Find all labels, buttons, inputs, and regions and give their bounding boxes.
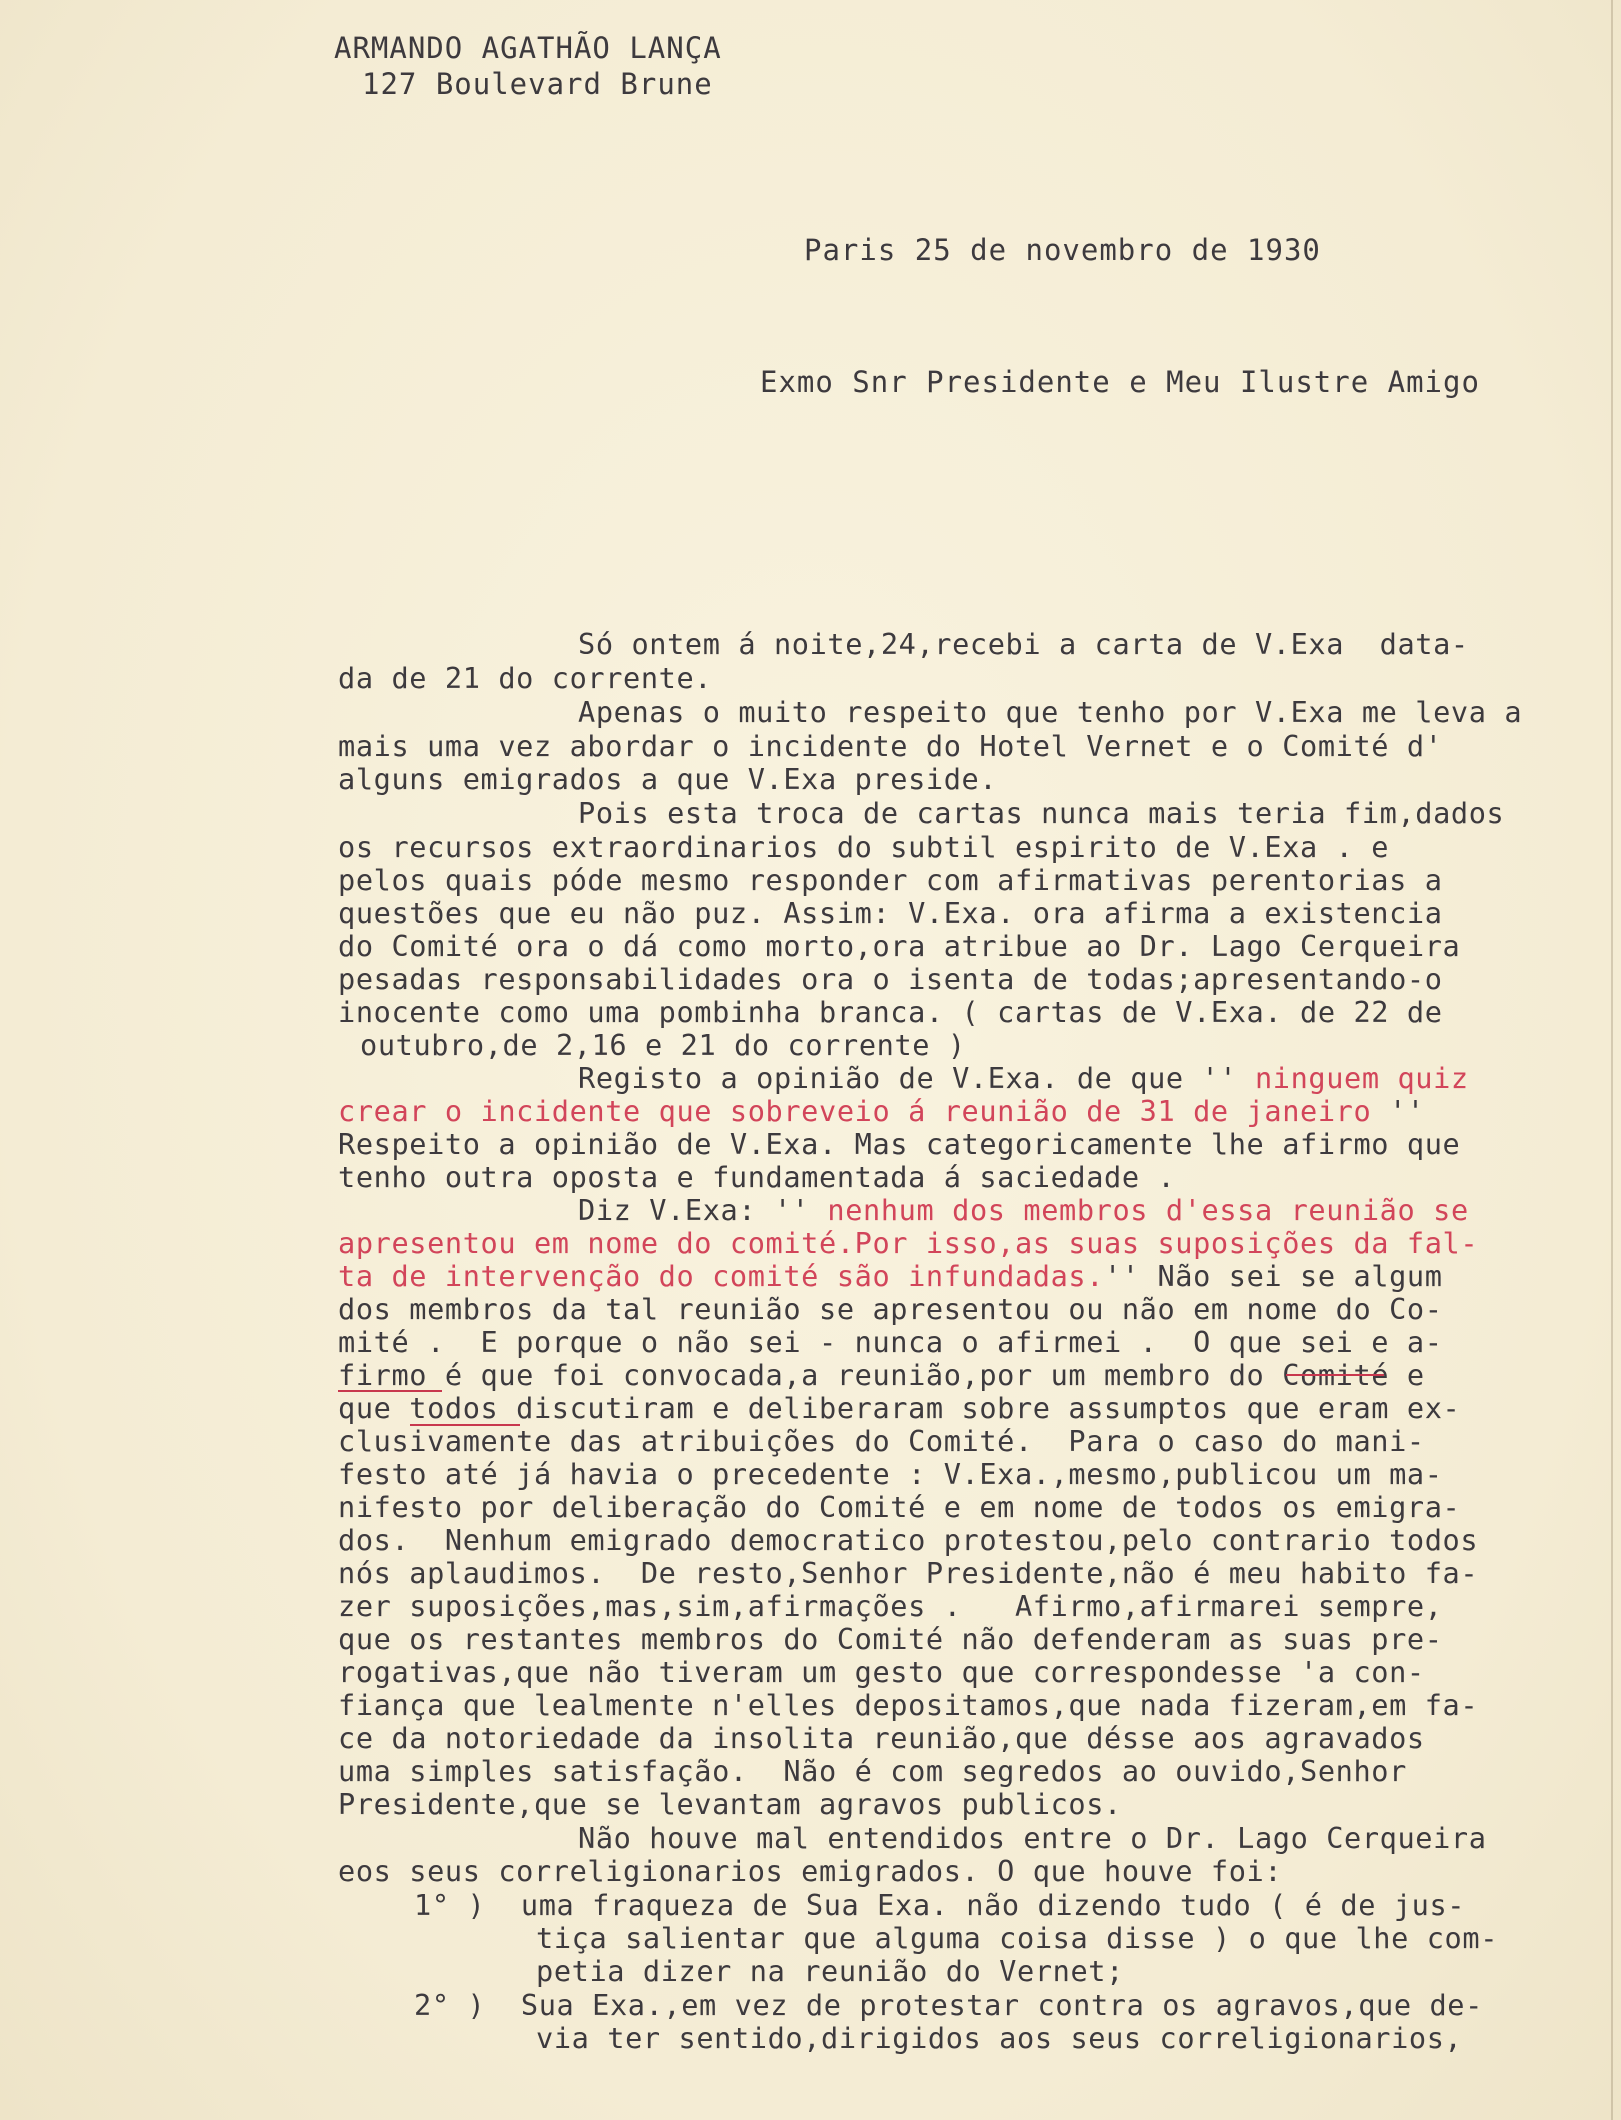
salutation: Exmo Snr Presidente e Meu Ilustre Amigo: [760, 365, 1480, 399]
red-underline: [338, 1390, 442, 1392]
body-line: eos seus correligionarios emigrados. O que houve foi:: [338, 1854, 1283, 1888]
body-line: rogativas,que não tiveram um gesto que correspondesse 'a con-: [338, 1655, 1425, 1689]
body-line: da de 21 do corrente.: [338, 661, 713, 695]
red-quote: ta de intervenção do comité são infundadas.: [338, 1259, 1105, 1293]
letterhead-address: 127 Boulevard Brune: [362, 67, 713, 101]
body-line: que todos discutiram e deliberaram sobre assumptos que eram ex-: [338, 1391, 1461, 1425]
body-line: uma simples satisfação. Não é com segredos ao ouvido,Senhor: [338, 1754, 1407, 1788]
list-item-cont: petia dizer na reunião do Vernet;: [536, 1954, 1124, 1988]
body-line: nifesto por deliberação do Comité e em nome de todos os emigra-: [338, 1490, 1461, 1524]
body-line: nós aplaudimos. De resto,Senhor Presidente,não é meu habito fa-: [338, 1556, 1479, 1590]
paper-edge: [1611, 0, 1613, 2120]
body-line: zer suposições,mas,sim,afirmações . Afirmo,afirmarei sempre,: [338, 1589, 1443, 1623]
body-line: questões que eu não puz. Assim: V.Exa. ora afirma a existencia: [338, 896, 1443, 930]
body-line: Só ontem á noite,24,recebi a carta de V.Exa data-: [578, 627, 1469, 661]
body-line: inocente como uma pombinha branca. ( cartas de V.Exa. de 22 de: [338, 995, 1443, 1029]
red-quote: ninguem quiz: [1254, 1061, 1469, 1095]
body-line: do Comité ora o dá como morto,ora atribue ao Dr. Lago Cerqueira: [338, 929, 1461, 963]
red-underline: [410, 1424, 520, 1426]
body-line: Apenas o muito respeito que tenho por V.Exa me leva a: [578, 695, 1523, 729]
list-item-cont: tiça salientar que alguma coisa disse ) o que lhe com-: [536, 1921, 1499, 1955]
list-item: 1° ) uma fraqueza de Sua Exa. não dizendo tudo ( é de jus-: [414, 1888, 1466, 1922]
body-line: Respeito a opinião de V.Exa. Mas categoricamente lhe afirmo que: [338, 1127, 1461, 1161]
body-line: Pois esta troca de cartas nunca mais teria fim,dados: [578, 796, 1505, 830]
body-line: Presidente,que se levantam agravos publicos.: [338, 1787, 1122, 1821]
red-quote: nenhum dos membros d'essa reunião se: [827, 1193, 1469, 1227]
body-line: clusivamente das atribuições do Comité. Para o caso do mani-: [338, 1424, 1425, 1458]
body-line: mais uma vez abordar o incidente do Hotel Vernet e o Comité d': [338, 729, 1443, 763]
body-line: firmo é que foi convocada,a reunião,por um membro do Comité e: [338, 1358, 1425, 1392]
red-quote: crear o incidente que sobreveio á reunião de 31 de janeiro: [338, 1094, 1372, 1128]
body-line: Registo a opinião de V.Exa. de que '' ninguem quiz: [578, 1061, 1469, 1095]
body-line: Diz V.Exa: '' nenhum dos membros d'essa reunião se: [578, 1193, 1469, 1227]
red-underline: [1286, 1374, 1384, 1376]
body-line: pesadas responsabilidades ora o isenta de todas;apresentando-o: [338, 962, 1443, 996]
body-line: dos membros da tal reunião se apresentou ou não em nome do Co-: [338, 1292, 1443, 1326]
body-line: fiança que lealmente n'elles depositamos,que nada fizeram,em fa-: [338, 1688, 1479, 1722]
red-quote: apresentou em nome do comité.Por isso,as suas suposições da fal-: [338, 1226, 1479, 1260]
body-line: dos. Nenhum emigrado democratico protestou,pelo contrario todos: [338, 1523, 1479, 1557]
body-line: Não houve mal entendidos entre o Dr. Lago Cerqueira: [578, 1821, 1487, 1855]
body-line: os recursos extraordinarios do subtil espirito de V.Exa . e: [338, 830, 1390, 864]
body-line: festo até já havia o precedente : V.Exa.,mesmo,publicou um ma-: [338, 1457, 1443, 1491]
list-item: 2° ) Sua Exa.,em vez de protestar contra os agravos,que de-: [414, 1988, 1483, 2022]
body-line: [338, 1227, 1478, 1259]
date-line: Paris 25 de novembro de 1930: [804, 233, 1321, 267]
body-line: crear o incidente que sobreveio á reunião de 31 de janeiro '': [338, 1094, 1425, 1128]
body-line: ce da notoriedade da insolita reunião,que désse aos agravados: [338, 1721, 1425, 1755]
list-item-cont: via ter sentido,dirigidos aos seus correligionarios,: [536, 2021, 1463, 2055]
body-line: alguns emigrados a que V.Exa preside.: [338, 762, 998, 796]
body-line: tenho outra oposta e fundamentada á saciedade .: [338, 1160, 1176, 1194]
body-line: pelos quais póde mesmo responder com afirmativas perentorias a: [338, 863, 1443, 897]
body-line: que os restantes membros do Comité não defenderam as suas pre-: [338, 1622, 1443, 1656]
letterhead-name: ARMANDO AGATHÃO LANÇA: [334, 31, 722, 65]
body-line: outubro,de 2,16 e 21 do corrente ): [360, 1028, 966, 1062]
body-line: mité . E porque o não sei - nunca o afirmei . O que sei e a-: [338, 1325, 1443, 1359]
body-line: ta de intervenção do comité são infundadas.'' Não sei se algum: [338, 1259, 1443, 1293]
